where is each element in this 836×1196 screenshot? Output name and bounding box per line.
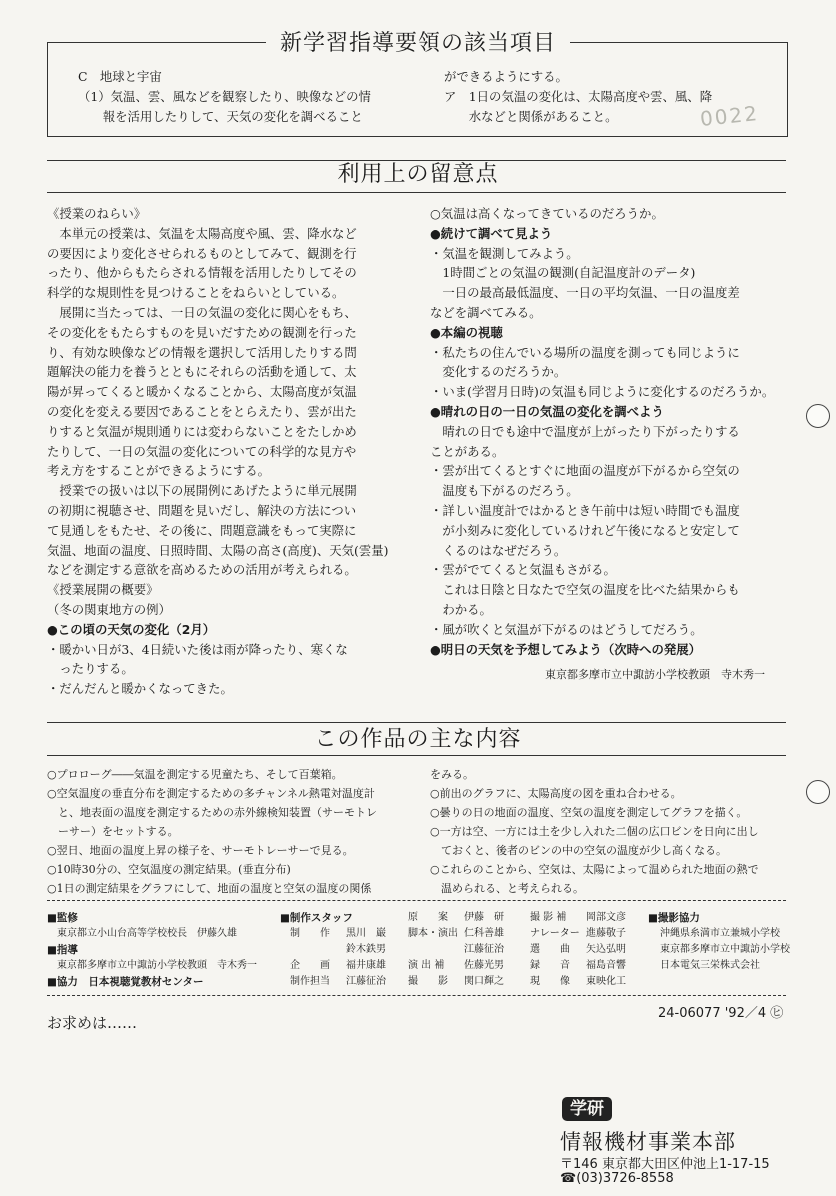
text-line: ○空気温度の垂直分布を測定するための多チャンネル熱電対温度計 xyxy=(47,787,375,800)
text-line: ・だんだんと暖かくなってきた。 xyxy=(47,681,233,697)
staff-role: 企 画 xyxy=(290,960,330,971)
staff-row xyxy=(290,942,386,958)
product-code: 24-06077 '92／4 ㋪ xyxy=(658,1006,784,1021)
contents-rule-top xyxy=(47,722,786,723)
staff-role: ナレーター xyxy=(530,928,580,939)
curriculum-line: 水などと関係があること。 xyxy=(444,108,618,124)
staff-role: 原 案 xyxy=(408,912,448,923)
text-line: ・雲がでてくると気温もさがる。 xyxy=(430,562,616,578)
shido-heading: ■指導 xyxy=(47,944,78,956)
text-line: の初期に視聴させ、問題を見いだし、解決の方法につい xyxy=(47,502,357,518)
text-line: 題解決の能力を養うとともにそれらの活動を通して、太 xyxy=(47,364,357,380)
staff-name: 仁科善雄 xyxy=(464,928,504,939)
text-line: ておくと、後者のビンの中の空気の温度が少し高くなる。 xyxy=(430,844,727,857)
staff-role: 演 出 補 xyxy=(408,960,445,971)
text-line: 変化するのだろうか。 xyxy=(430,364,567,380)
text-line: ーサー）をセットする。 xyxy=(47,825,179,838)
shido-name: 東京都多摩市立中諏訪小学校教頭 寺木秀一 xyxy=(57,960,257,971)
staff-row xyxy=(530,910,626,926)
text-line: が小刻みに変化しているけれど午後になると安定して xyxy=(430,522,740,538)
staff-heading: ■制作スタッフ xyxy=(280,912,353,924)
credits-col-4 xyxy=(530,910,626,990)
credits-col-3 xyxy=(408,910,504,990)
staff-name: 福井康雄 xyxy=(346,960,386,971)
text-line: ・詳しい温度計ではかるとき午前中は短い時間でも温度 xyxy=(430,502,740,518)
satsuei-item: 日本電気三栄株式会社 xyxy=(660,960,760,971)
usage-title: 利用上の留意点 xyxy=(0,161,836,189)
text-line: ・雲が出てくるとすぐに地面の温度が下がるから空気の xyxy=(430,463,740,479)
staff-name: 東映化工 xyxy=(586,976,626,987)
staff-row xyxy=(290,958,386,974)
company-name: 情報機材事業本部 xyxy=(560,1130,736,1154)
text-line: ●続けて調べて見よう xyxy=(430,225,553,241)
text-line: 《授業のねらい》 xyxy=(47,206,147,221)
staff-row xyxy=(290,926,386,942)
text-line: ・暖かい日が3、4日続いた後は雨が降ったり、寒くな xyxy=(47,641,348,657)
kanshu-heading: ■監修 xyxy=(47,912,78,924)
text-line: ○気温は高くなってきているのだろうか。 xyxy=(430,206,664,221)
text-line: 温められる、と考えられる。 xyxy=(430,882,584,895)
usage-left-column xyxy=(47,204,389,699)
text-line: ・いま(学習月日時)の気温も同じように変化するのだろうか。 xyxy=(430,384,775,400)
text-line: ●明日の天気を予想してみよう（次時への発展） xyxy=(430,641,702,657)
text-line: ○前出のグラフに、太陽高度の図を重ね合わせる。 xyxy=(430,787,682,800)
text-line: ○1日の測定結果をグラフにして、地面の温度と空気の温度の関係 xyxy=(47,882,372,895)
usage-author: 東京都多摩市立中諏訪小学校教頭 寺木秀一 xyxy=(545,668,765,681)
text-line: ○プロローグ――気温を測定する児童たち、そして百葉箱。 xyxy=(47,768,343,781)
text-line: （冬の関東地方の例） xyxy=(47,601,171,617)
text-line: わかる。 xyxy=(430,601,492,617)
staff-row xyxy=(408,942,504,958)
text-line: ○曇りの日の地面の温度、空気の温度を測定してグラフを描く。 xyxy=(430,806,748,819)
staff-name: 矢込弘明 xyxy=(586,944,626,955)
text-line: 本単元の授業は、気温を太陽高度や風、雲、降水など xyxy=(47,225,357,241)
staff-rows xyxy=(280,926,386,990)
text-line: 一日の最高最低温度、一日の平均気温、一日の温度差 xyxy=(430,285,740,301)
text-line: などを調べてみる。 xyxy=(430,304,542,320)
staff-name: 関口輝之 xyxy=(464,976,504,987)
text-line: ことがある。 xyxy=(430,443,505,459)
contents-left-column xyxy=(47,765,377,898)
text-line: ○翌日、地面の温度上昇の様子を、サーモトレーサーで見る。 xyxy=(47,844,354,857)
company-address: 〒146 東京都大田区仲池上1-17-15 xyxy=(560,1157,770,1172)
staff-row xyxy=(408,974,504,990)
text-line: りすると気温が規則通りには変わらないことをたしかめ xyxy=(47,423,357,439)
text-line: ・気温を観測してみよう。 xyxy=(430,245,579,261)
text-line: 展開に当たっては、一日の気温の変化に関心をもち、 xyxy=(47,304,357,320)
credits-col-5 xyxy=(648,910,790,974)
staff-role: 撮 影 補 xyxy=(530,912,567,923)
company-phone: ☎(03)3726-8558 xyxy=(560,1171,674,1186)
staff-name: 鈴木鉄男 xyxy=(346,944,386,955)
text-line: ●晴れの日の一日の気温の変化を調べよう xyxy=(430,403,664,419)
kyoryoku-line: ■協力 日本視聴覚教材センター xyxy=(47,976,204,988)
staff-name: 福島音響 xyxy=(586,960,626,971)
text-line: その変化をもたらすものを見いだすための観測を行った xyxy=(47,324,357,340)
contents-right-column xyxy=(430,765,759,898)
staff-name: 佐藤光男 xyxy=(464,960,504,971)
credits-rule-bottom xyxy=(47,995,786,996)
text-line: ●この頃の天気の変化（2月） xyxy=(47,621,216,637)
credits-col-2 xyxy=(280,910,386,990)
text-line: 考え方をすることができるようにする。 xyxy=(47,463,271,479)
gakken-logo xyxy=(562,1097,612,1121)
text-line: ○一方は空、一方には土を少し入れた二個の広口ビンを日向に出し xyxy=(430,825,759,838)
staff-role: 制作担当 xyxy=(290,976,330,987)
staff-row xyxy=(530,926,626,942)
text-line: 温度も下がるのだろう。 xyxy=(430,483,579,499)
text-line: 《授業展開の概要》 xyxy=(47,582,159,598)
staff-row xyxy=(530,942,626,958)
curriculum-line: （1）気温、雲、風などを観察したり、映像などの情 xyxy=(78,88,371,104)
text-line: 1時間ごとの気温の観測(自記温度計のデータ) xyxy=(430,265,696,281)
usage-rule-bottom xyxy=(47,192,786,193)
credits-col-1 xyxy=(47,910,257,990)
order-label: お求めは…… xyxy=(47,1014,138,1032)
curriculum-left xyxy=(78,67,371,126)
text-line: 晴れの日でも途中で温度が上がったり下がったりする xyxy=(430,423,740,439)
text-line: り、有効な映像などの情報を選択して活用したりする問 xyxy=(47,344,357,360)
text-line: の要因により変化させられるものとしてみて、観測を行 xyxy=(47,245,357,261)
credits-rule-top xyxy=(47,900,786,901)
usage-right-column xyxy=(430,204,774,659)
staff-row xyxy=(290,974,386,990)
text-line: 授業での扱いは以下の展開例にあげたように単元展開 xyxy=(47,483,357,499)
text-line: ・風が吹くと気温が下がるのはどうしてだろう。 xyxy=(430,621,703,637)
text-line: ・私たちの住んでいる場所の温度を測っても同じように xyxy=(430,344,740,360)
text-line: の変化を変える要因であることをとらえたり、雲が出た xyxy=(47,403,357,419)
staff-role: 現 像 xyxy=(530,976,570,987)
staff-name: 伊藤 研 xyxy=(464,912,504,923)
curriculum-right xyxy=(444,67,712,126)
staff-role: 撮 影 xyxy=(408,976,448,987)
satsuei-heading: ■撮影協力 xyxy=(648,912,700,924)
text-line: ●本編の視聴 xyxy=(430,324,503,340)
staff-name: 江藤征治 xyxy=(464,944,504,955)
satsuei-item: 沖縄県糸満市立兼城小学校 xyxy=(660,928,780,939)
text-line: くるのはなぜだろう。 xyxy=(430,542,567,558)
curriculum-line: ができるようにする。 xyxy=(444,69,568,84)
staff-role: 録 音 xyxy=(530,960,570,971)
satsuei-item: 東京都多摩市立中諏訪小学校 xyxy=(660,944,790,955)
staff-role: 選 曲 xyxy=(530,944,570,955)
punch-hole-bottom xyxy=(806,780,830,804)
text-line: 陽が昇ってくると暖かくなることから、太陽高度が気温 xyxy=(47,384,357,400)
staff-row xyxy=(408,910,504,926)
text-line: ○10時30分の、空気温度の測定結果。(垂直分布) xyxy=(47,863,291,876)
staff-row xyxy=(408,958,504,974)
staff-name: 進藤敬子 xyxy=(586,928,626,939)
staff-name: 黒川 巌 xyxy=(346,928,386,939)
text-line: たりして、一日の気温の変化についての科学的な見方や xyxy=(47,443,357,459)
staff-row xyxy=(530,974,626,990)
curriculum-title: 新学習指導要領の該当項目 xyxy=(0,30,836,58)
text-line: て見通しをもたせ、その後に、問題意識をもって実際に xyxy=(47,522,357,538)
text-line: ったり、他からもたらされる情報を活用したりしてその xyxy=(47,265,357,281)
staff-row xyxy=(530,958,626,974)
handwritten-stamp: 0022 xyxy=(698,100,760,132)
text-line: と、地表面の温度を測定するための赤外線検知装置（サーモトレ xyxy=(47,806,377,819)
contents-rule-bottom xyxy=(47,755,786,756)
staff-row xyxy=(408,926,504,942)
curriculum-line: 報を活用したりして、天気の変化を調べること xyxy=(78,108,363,124)
staff-role: 脚本・演出 xyxy=(408,928,458,939)
staff-name: 江藤征治 xyxy=(346,976,386,987)
curriculum-line: ア 1日の気温の変化は、太陽高度や雲、風、降 xyxy=(444,88,713,104)
staff-name: 岡部文彦 xyxy=(586,912,626,923)
punch-hole-top xyxy=(806,404,830,428)
text-line: ○これらのことから、空気は、太陽によって温められた地面の熱で xyxy=(430,863,759,876)
staff-role: 制 作 xyxy=(290,928,330,939)
text-line: などを測定する意欲を高めるための活用が考えられる。 xyxy=(47,562,357,578)
text-line: 科学的な規則性を見つけることをねらいとしている。 xyxy=(47,285,345,301)
curriculum-line: C 地球と宇宙 xyxy=(78,69,162,84)
text-line: ったりする。 xyxy=(47,661,134,677)
contents-title: この作品の主な内容 xyxy=(0,726,836,754)
text-line: をみる。 xyxy=(430,768,474,781)
text-line: これは日陰と日なたで空気の温度を比べた結果からも xyxy=(430,582,740,598)
gakken-logo-text: 学研 xyxy=(570,1099,604,1119)
kanshu-name: 東京都立小山台高等学校校長 伊藤久雄 xyxy=(57,928,237,939)
text-line: 気温、地面の温度、日照時間、太陽の高さ(高度)、天気(雲量) xyxy=(47,542,389,558)
